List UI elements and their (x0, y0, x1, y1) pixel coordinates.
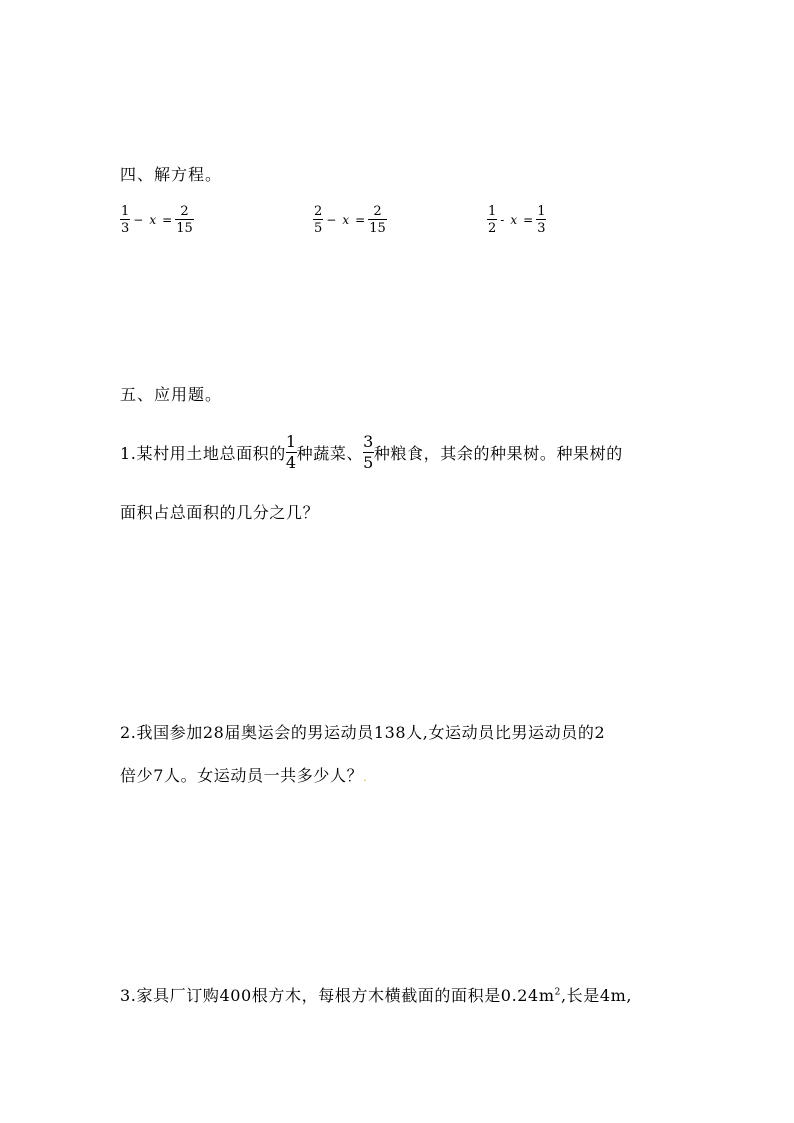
question-2-line-1: 2.我国参加28届奥运会的男运动员138人,女运动员比男运动员的2 (120, 723, 606, 742)
superscript: 2 (554, 987, 561, 998)
fraction (487, 205, 497, 235)
numerator: 2 (373, 204, 382, 219)
question-2-line-2 (120, 763, 367, 786)
stray-mark: . (363, 773, 367, 784)
equation-2 (313, 205, 387, 235)
numerator: 1 (285, 432, 297, 451)
fraction (313, 205, 323, 235)
question-text: 3.家具厂订购400根方木，每根方木横截面的面积是0.24m (120, 986, 555, 1005)
minus-sign: − (326, 213, 337, 227)
numerator: 1 (488, 204, 497, 219)
numerator: 1 (537, 204, 546, 219)
denominator: 4 (285, 453, 297, 472)
fraction (175, 205, 194, 235)
denominator: 2 (488, 221, 497, 236)
denominator: 5 (314, 221, 323, 236)
fraction (286, 434, 297, 471)
denominator: 3 (121, 221, 130, 236)
numerator: 3 (363, 432, 374, 451)
variable: x (342, 213, 350, 227)
section-4-title: 四、解方程。 (120, 165, 223, 184)
equals-sign: = (355, 213, 366, 227)
question-1-line-1 (120, 432, 623, 473)
denominator: 15 (369, 221, 386, 236)
equation-1 (120, 205, 194, 235)
fraction (536, 205, 546, 235)
denominator: 5 (363, 453, 374, 472)
fraction (363, 434, 374, 471)
question-text: 1.某村用土地总面积的 (120, 444, 286, 463)
section-5-title: 五、应用题。 (120, 385, 223, 404)
numerator: 2 (314, 204, 323, 219)
minus-sign: − (133, 213, 144, 227)
numerator: 2 (180, 204, 189, 219)
variable: x (149, 213, 157, 227)
equals-sign: = (162, 213, 173, 227)
question-text: 倍少7人。女运动员一共多少人？ (120, 766, 364, 785)
minus-sign: - (500, 213, 505, 227)
question-text: 种粮食，其余的种果树。种果树的 (373, 444, 623, 463)
denominator: 15 (176, 221, 193, 236)
numerator: 1 (121, 204, 130, 219)
equation-3 (487, 205, 546, 235)
fraction (368, 205, 387, 235)
question-text: ,长是4m, (560, 986, 633, 1005)
equals-sign: = (523, 213, 534, 227)
denominator: 3 (537, 221, 546, 236)
fraction (120, 205, 130, 235)
variable: x (510, 213, 518, 227)
question-text: 种蔬菜、 (296, 444, 364, 463)
question-1-line-2: 面积占总面积的几分之几？ (120, 503, 320, 522)
question-3-line-1 (120, 983, 632, 1006)
